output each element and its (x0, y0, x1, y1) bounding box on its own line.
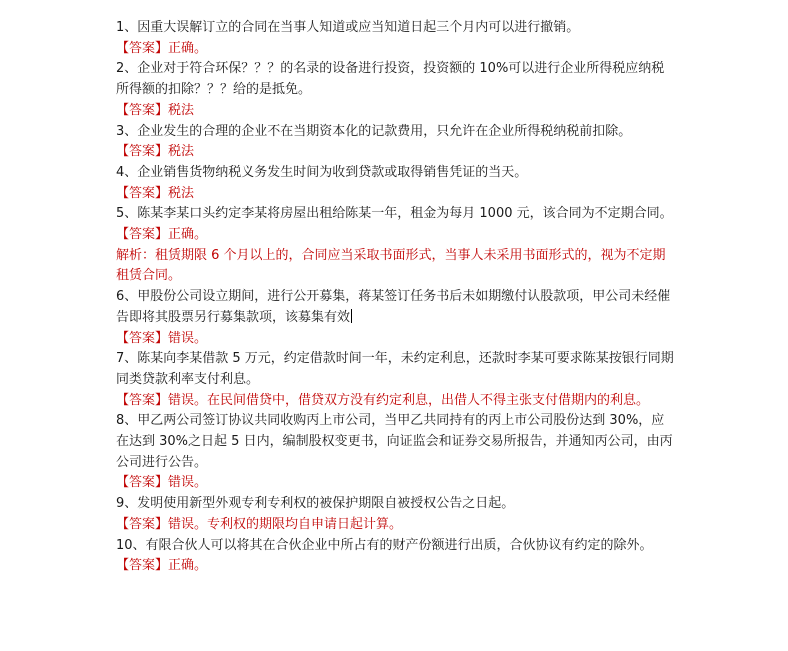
answer-6: 【答案】错误。 (116, 330, 208, 346)
question-6-text: 6、甲股份公司设立期间，进行公开募集，蒋某签订任务书后未如期缴付认股款项，甲公司未经催告即将其股票另行募集款项，该募集有效 (116, 289, 671, 325)
question-1: 1、因重大误解订立的合同在当事人知道或应当知道日起三个月内可以进行撤销。 (116, 20, 580, 35)
document-body (116, 18, 676, 577)
question-2: 2、企业对于符合环保？？？的名录的设备进行投资，投资额的 10%可以进行企业所得税应纳税所得额的扣除？？？给的是抵免。 (116, 61, 665, 98)
answer-10: 【答案】正确。 (116, 558, 208, 574)
question-6[interactable] (116, 287, 676, 328)
question-8: 8、甲乙两公司签订协议共同收购丙上市公司，当甲乙共同持有的丙上市公司股份达到 30%，应在达到 30%之日起 5 日内，编制股权变更书，向证监会和证券交易所报告，并通知丙公司，由丙公司进行公告。 (116, 413, 673, 470)
question-10: 10、有限合伙人可以将其在合伙企业中所占有的财产份额进行出质，合伙协议有约定的除外。 (116, 537, 653, 553)
question-4: 4、企业销售货物纳税义务发生时间为收到贷款或取得销售凭证的当天。 (116, 164, 528, 180)
text-cursor (351, 309, 352, 323)
answer-2: 【答案】税法 (116, 102, 195, 118)
analysis-5: 解析：租赁期限 6 个月以上的，合同应当采取书面形式，当事人未采用书面形式的，视为不定期租赁合同。 (116, 247, 666, 284)
answer-5: 【答案】正确。 (116, 227, 208, 243)
answer-3: 【答案】税法 (116, 144, 195, 160)
question-5: 5、陈某李某口头约定李某将房屋出租给陈某一年，租金为每月 1000 元，该合同为不定期合同。 (116, 206, 673, 222)
question-7: 7、陈某向李某借款 5 万元，约定借款时间一年，未约定利息，还款时李某可要求陈某按银行同期同类贷款利率支付利息。 (116, 351, 674, 387)
answer-7: 【答案】错误。在民间借贷中，借贷双方没有约定利息，出借人不得主张支付借期内的利息。 (116, 392, 650, 408)
question-9: 9、发明使用新型外观专利专利权的被保护期限自被授权公告之日起。 (116, 496, 515, 512)
answer-4: 【答案】税法 (116, 185, 195, 201)
question-3: 3、企业发生的合理的企业不在当期资本化的记款费用，只允许在企业所得税纳税前扣除。 (116, 123, 632, 139)
answer-1: 【答案】正确。 (116, 40, 208, 56)
answer-8: 【答案】错误。 (116, 475, 208, 491)
answer-9: 【答案】错误。专利权的期限均自申请日起计算。 (116, 516, 403, 532)
